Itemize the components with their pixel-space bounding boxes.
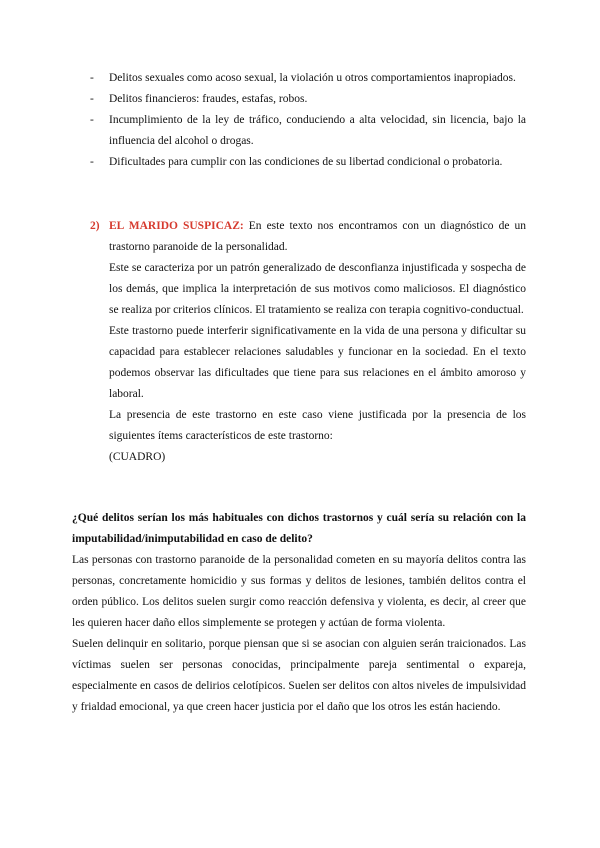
bullet-text: Dificultades para cumplir con las condiciones de su libertad condicional o probatoria. xyxy=(109,156,503,168)
list-item xyxy=(90,89,526,110)
answer-paragraph: Las personas con trastorno paranoide de la personalidad cometen en su mayoría delitos contra las personas, concretamente homicidio y sus formas y delitos de lesiones, también delitos contra el orden público. Los delitos suelen surgir como reacción defensiva y violenta, es decir, al creer que les quieren hacer daño ellos simplemente se protegen y actúan de forma violenta. xyxy=(72,554,526,629)
answer-paragraph: Suelen delinquir en solitario, porque piensan que si se asocian con alguien serán traicionados. Las víctimas suelen ser personas conocidas, principalmente pareja sentimental o expareja, especialmente en casos de delirios celotípicos. Suelen ser delitos con altos niveles de impulsividad y frialdad emocional, ya que creen hacer justicia por el daño que los otros les están haciendo. xyxy=(72,638,526,713)
bullet-dash: - xyxy=(90,114,94,126)
bullet-dash: - xyxy=(90,72,94,84)
bullet-list xyxy=(90,68,526,173)
section-number: 2) xyxy=(90,220,100,232)
section-body xyxy=(109,216,526,468)
section-paragraph: (CUADRO) xyxy=(109,451,166,463)
bullet-text: Delitos sexuales como acoso sexual, la violación u otros comportamientos inapropiados. xyxy=(109,72,516,84)
section-2 xyxy=(90,216,526,468)
bullet-dash: - xyxy=(90,93,94,105)
list-item xyxy=(90,110,526,152)
list-item xyxy=(90,152,526,173)
bullet-text: Delitos financieros: fraudes, estafas, robos. xyxy=(109,93,308,105)
section-heading: EL MARIDO SUSPICAZ: xyxy=(109,220,244,232)
bullet-text: Incumplimiento de la ley de tráfico, conduciendo a alta velocidad, sin licencia, bajo la influencia del alcohol o drogas. xyxy=(109,114,526,147)
list-item xyxy=(90,68,526,89)
section-intro-text: En este texto nos encontramos con un diagnóstico de un trastorno paranoide de la personalidad. xyxy=(109,220,527,253)
section-paragraph: La presencia de este trastorno en este caso viene justificada por la presencia de los siguientes ítems característicos de este trastorno: xyxy=(109,409,526,442)
section-paragraph: Este trastorno puede interferir significativamente en la vida de una persona y dificultar su capacidad para establecer relaciones saludables y funcionar en la sociedad. En el texto podemos observar las dificultades que tiene para sus relaciones en el ámbito amoroso y laboral. xyxy=(109,325,526,400)
section-intro xyxy=(109,216,526,258)
section-paragraph: Este se caracteriza por un patrón generalizado de desconfianza injustificada y sospecha de los demás, que implica la interpretación de sus motivos como maliciosos. El diagnóstico se realiza por criterios clínicos. El tratamiento se realiza con terapia cognitivo-conductual. xyxy=(109,262,526,316)
bullet-dash: - xyxy=(90,156,94,168)
answer-block xyxy=(72,550,526,718)
question-heading: ¿Qué delitos serían los más habituales con dichos trastornos y cuál sería su relación con la imputabilidad/inimputabilidad en caso de delito? xyxy=(72,512,526,545)
